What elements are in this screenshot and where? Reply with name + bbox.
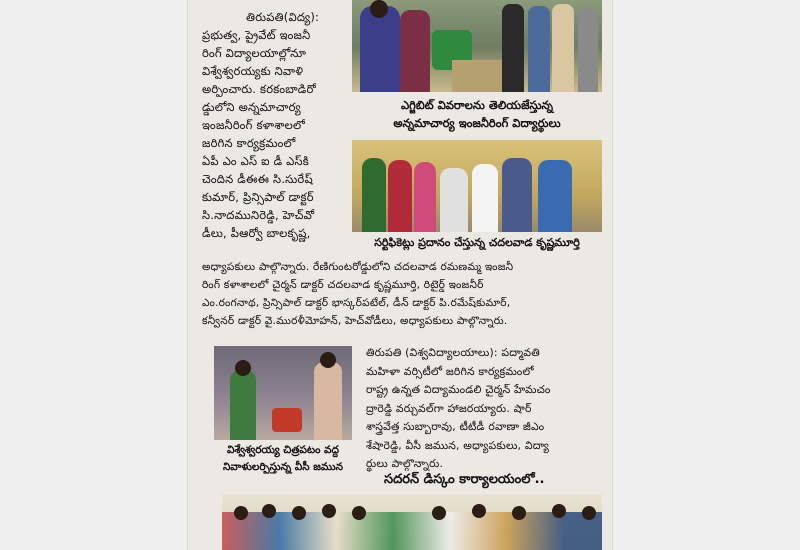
article-left-line: ప్రభుత్వ, ప్రైవేట్ ఇంజనీ	[202, 28, 311, 42]
caption-exhibition	[352, 96, 602, 132]
photo-exhibition	[352, 0, 602, 92]
caption-exhibition-line-1: ఎగ్జిబిట్ వివరాలను తెలియజేస్తున్న	[400, 98, 554, 112]
article-left-line: చెందిన డీఈఈ సి.సురేష్	[202, 172, 313, 186]
article-right-line: ర్థులు పాల్గొన్నారు.	[366, 457, 444, 470]
caption-tribute	[208, 442, 358, 476]
article-full-line: కన్వీనర్ డాక్టర్ వై.మురళీమోహన్, హెచ్‌వోడీలు, అధ్యాపకులు పాల్గొన్నారు.	[202, 315, 508, 327]
article-right-line: శేషారెడ్డి, వీసీ జమున, అధ్యాపకులు, విద్యా	[366, 438, 550, 452]
dateline: తిరుపతి(విద్య):	[246, 10, 320, 24]
article-left-line: కుమార్, ప్రిన్సిపాల్ డాక్టర్	[202, 190, 314, 204]
article-left-line: ఇంజనీరింగ్ కళాశాలలో	[202, 118, 306, 132]
caption-tribute-line-1: విశ్వేశ్వరయ్య చిత్రపటం వద్ద	[227, 444, 339, 456]
article-left-line: అర్పించారు. కరకంబాడిరో	[202, 82, 316, 96]
article-left-line: విశ్వేశ్వరయ్యకు నివాళి	[202, 64, 304, 78]
article-right-column	[366, 344, 604, 474]
article-full-line: అధ్యాపకులు పాల్గొన్నారు. రేణిగుంటరోడ్డులోని చదలవాడ రమణమ్మ ఇంజనీ	[202, 261, 514, 273]
photo-tribute	[214, 346, 352, 440]
caption-certificates: సర్టిఫికెట్లు ప్రదానం చేస్తున్న చదలవాడ కృష్ణమూర్తి	[374, 236, 580, 249]
article-left-lines	[202, 26, 360, 242]
article-left-column	[202, 8, 360, 242]
article-right-line: తిరుపతి (విశ్వవిద్యాలయాలు): పద్మావతి	[366, 346, 540, 359]
subhead: సదరన్ డిస్కం కార్యాలయంలో..	[384, 472, 545, 487]
article-right-line: రాష్ట్ర ఉన్నత విద్యామండలి చైర్మన్ హేమచం	[366, 383, 551, 396]
article-left-line: డ్డులోని అన్నమాచార్య	[202, 100, 301, 114]
article-left-line: డీలు, పీఆర్వో బాలకృష్ణ,	[202, 226, 311, 240]
article-right-line: ద్రారెడ్డి వర్చువల్‌గా హాజరయ్యారు. షార్	[366, 401, 532, 415]
article-full-line: రింగ్ కళాశాలలో చైర్మన్ డాక్టర్ చదలవాడ కృష్ణమూర్తి, రిటైర్డ్ ఇంజనీర్	[202, 279, 484, 291]
article-right-line: శాస్త్రవేత్త సుబ్బారావు, టీటీడీ రవాణా జీఎం	[366, 420, 545, 433]
article-full-width	[202, 258, 602, 330]
caption-tribute-line-2: నివాళులర్పిస్తున్న వీసీ జమున	[222, 461, 344, 473]
article-left-line: రింగ్ విద్యాలయాల్లోనూ	[202, 46, 307, 60]
article-left-line: సి.నాదమునిరెడ్డి, హెచ్‌వో	[202, 208, 315, 222]
article-left-line: ఏపీ ఎం ఎస్ ఐ డీ ఎస్‌కి	[202, 154, 310, 168]
newspaper-clipping	[188, 0, 612, 550]
article-full-line: ఎం.రంగనాథ, ప్రిన్సిపాల్ డాక్టర్ భాస్కర్‌పటేల్, డీన్ డాక్టర్ పి.రమేష్‌కుమార్,	[202, 297, 511, 309]
article-left-line: జరిగిన కార్యక్రమంలో	[202, 136, 296, 150]
photo-group	[222, 494, 602, 550]
article-right-line: మహిళా వర్సిటీలో జరిగిన కార్యక్రమంలో	[366, 364, 534, 378]
photo-certificates	[352, 140, 602, 232]
caption-exhibition-line-2: అన్నమాచార్య ఇంజనీరింగ్ విద్యార్థులు	[393, 116, 561, 130]
